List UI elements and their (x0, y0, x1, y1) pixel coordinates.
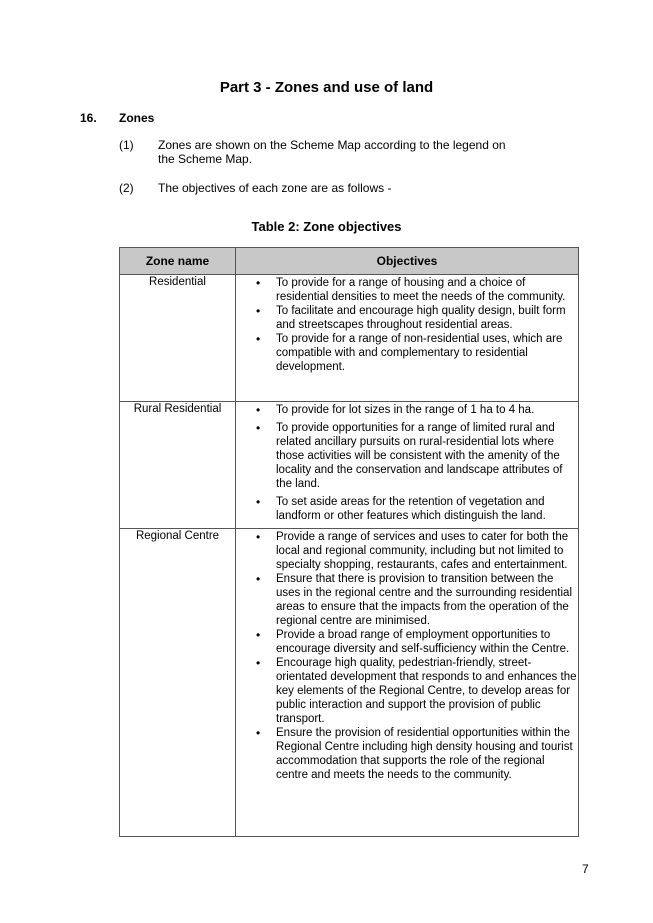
objectives-cell (236, 402, 579, 529)
list-item: • To provide for a range of non-residential uses, which are compatible with and complementary to residential development. (236, 332, 578, 374)
paragraph-text: Zones are shown on the Scheme Map according to the legend on the Scheme Map. (158, 138, 506, 166)
list-item: • To provide opportunities for a range of limited rural and related ancillary pursuits on rural-residential lots where those activities will be consistent with the amenity of the locality and the conservation and landscape attributes of the land. (236, 421, 578, 491)
table-header-row (120, 248, 579, 275)
objectives-list (236, 529, 578, 782)
table-row (120, 275, 579, 402)
objectives-list (236, 275, 578, 374)
list-item: • To facilitate and encourage high quality design, built form and streetscapes throughout residential areas. (236, 304, 578, 332)
paragraph-text: The objectives of each zone are as follows - (158, 181, 392, 195)
column-header-objectives: Objectives (236, 248, 579, 275)
list-item: • Encourage high quality, pedestrian-friendly, street-orientated development that responds to and enhances the key elements of the Regional Centre, to develop areas for public interaction and support the provision of public transport. (236, 656, 578, 726)
objectives-cell (236, 275, 579, 402)
table-row (120, 529, 579, 837)
column-header-zone-name: Zone name (120, 248, 236, 275)
objectives-cell (236, 529, 579, 837)
list-item: • To provide for a range of housing and a choice of residential densities to meet the needs of the community. (236, 276, 578, 304)
table-caption: Table 2: Zone objectives (251, 219, 402, 234)
list-item: • To provide for lot sizes in the range of 1 ha to 4 ha. (236, 403, 578, 417)
zone-name-cell: Residential (120, 275, 236, 402)
list-item: • Ensure the provision of residential opportunities within the Regional Centre including high density housing and tourist accommodation that supports the role of the regional centre and meets the needs to the community. (236, 726, 578, 782)
section-number: 16. (80, 111, 97, 125)
objectives-list (236, 402, 578, 523)
list-item: • Provide a range of services and uses to cater for both the local and regional community, including but not limited to specialty shopping, restaurants, cafes and entertainment. (236, 530, 578, 572)
table-row (120, 402, 579, 529)
zone-name-cell: Regional Centre (120, 529, 236, 837)
zone-objectives-table (119, 247, 579, 837)
paragraph-number: (2) (119, 181, 134, 195)
list-item: • To set aside areas for the retention of vegetation and landform or other features which distinguish the land. (236, 495, 578, 523)
page-title: Part 3 - Zones and use of land (219, 79, 434, 96)
zone-name-cell: Rural Residential (120, 402, 236, 529)
section-title: Zones (119, 111, 155, 125)
page-number: 7 (582, 862, 589, 876)
paragraph-number: (1) (119, 138, 134, 152)
list-item: • Ensure that there is provision to transition between the uses in the regional centre and the surrounding residential areas to ensure that the impacts from the operation of the regional centre are minimised. (236, 572, 578, 628)
list-item: • Provide a broad range of employment opportunities to encourage diversity and self-sufficiency within the Centre. (236, 628, 578, 656)
